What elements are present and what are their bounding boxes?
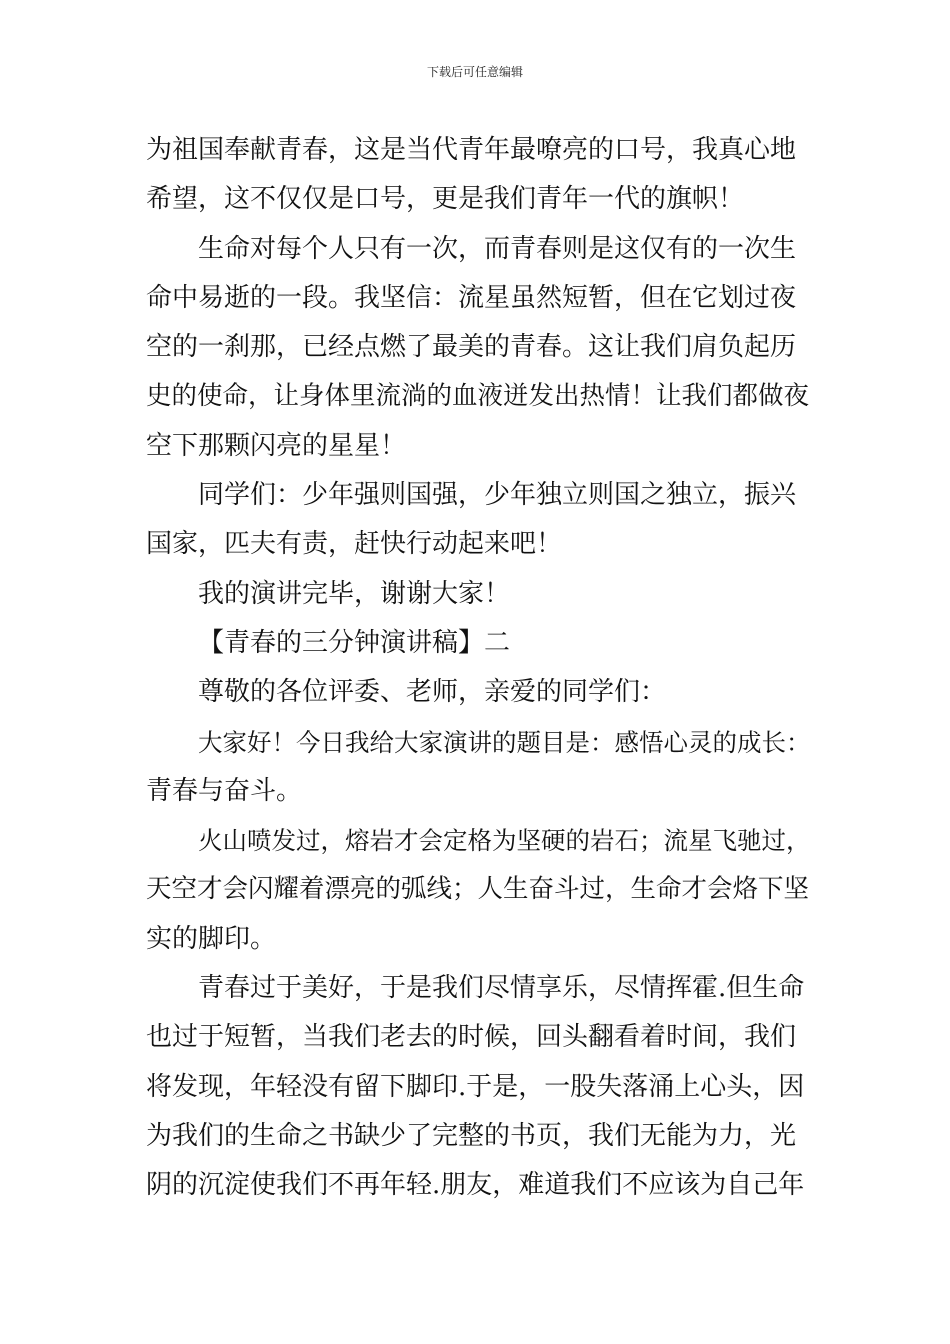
text-line: 青春与奋斗。 xyxy=(146,775,303,806)
page-header-note: 下载后可任意编辑 xyxy=(426,65,523,79)
text-line: 空下那颗闪亮的星星！ xyxy=(146,430,407,461)
text-line: 也过于短暂，当我们老去的时候，回头翻看着时间，我们 xyxy=(146,1022,797,1053)
text-line: 国家，匹夫有责，赶快行动起来吧！ xyxy=(146,529,563,560)
text-line: 火山喷发过，熔岩才会定格为坚硬的岩石；流星飞驰过， xyxy=(198,826,811,856)
text-line: 为我们的生命之书缺少了完整的书页，我们无能为力，光 xyxy=(146,1120,797,1151)
text-line: 命中易逝的一段。我坚信：流星虽然短暂，但在它划过夜 xyxy=(146,282,797,313)
text-line: 将发现，年轻没有留下脚印.于是，一股失落涌上心头，因 xyxy=(146,1071,805,1102)
text-line: 阴的沉淀使我们不再年轻.朋友，难道我们不应该为自己年 xyxy=(146,1170,805,1201)
text-line: 希望，这不仅仅是口号，更是我们青年一代的旗帜！ xyxy=(146,184,745,215)
text-line: 为祖国奉献青春，这是当代青年最嘹亮的口号，我真心地 xyxy=(146,135,797,165)
text-line: 天空才会闪耀着漂亮的弧线；人生奋斗过，生命才会烙下坚 xyxy=(146,874,810,905)
text-line: 大家好！今日我给大家演讲的题目是：感悟心灵的成长： xyxy=(198,727,811,757)
text-line: 实的脚印。 xyxy=(146,923,277,954)
text-line: 我的演讲完毕，谢谢大家！ xyxy=(198,578,511,609)
section-heading: 【青春的三分钟演讲稿】二 xyxy=(198,627,511,658)
text-line: 同学们：少年强则国强，少年独立则国之独立，振兴 xyxy=(198,480,797,511)
text-line: 空的一刹那，已经点燃了最美的青春。这让我们肩负起历 xyxy=(146,332,797,363)
document-body xyxy=(146,126,814,1211)
text-line: 尊敬的各位评委、老师，亲爱的同学们： xyxy=(198,677,667,708)
text-line: 史的使命，让身体里流淌的血液迸发出热情！让我们都做夜 xyxy=(146,381,810,412)
text-line: 青春过于美好，于是我们尽情享乐，尽情挥霍.但生命 xyxy=(198,973,805,1004)
text-line: 生命对每个人只有一次，而青春则是这仅有的一次生 xyxy=(198,233,797,264)
